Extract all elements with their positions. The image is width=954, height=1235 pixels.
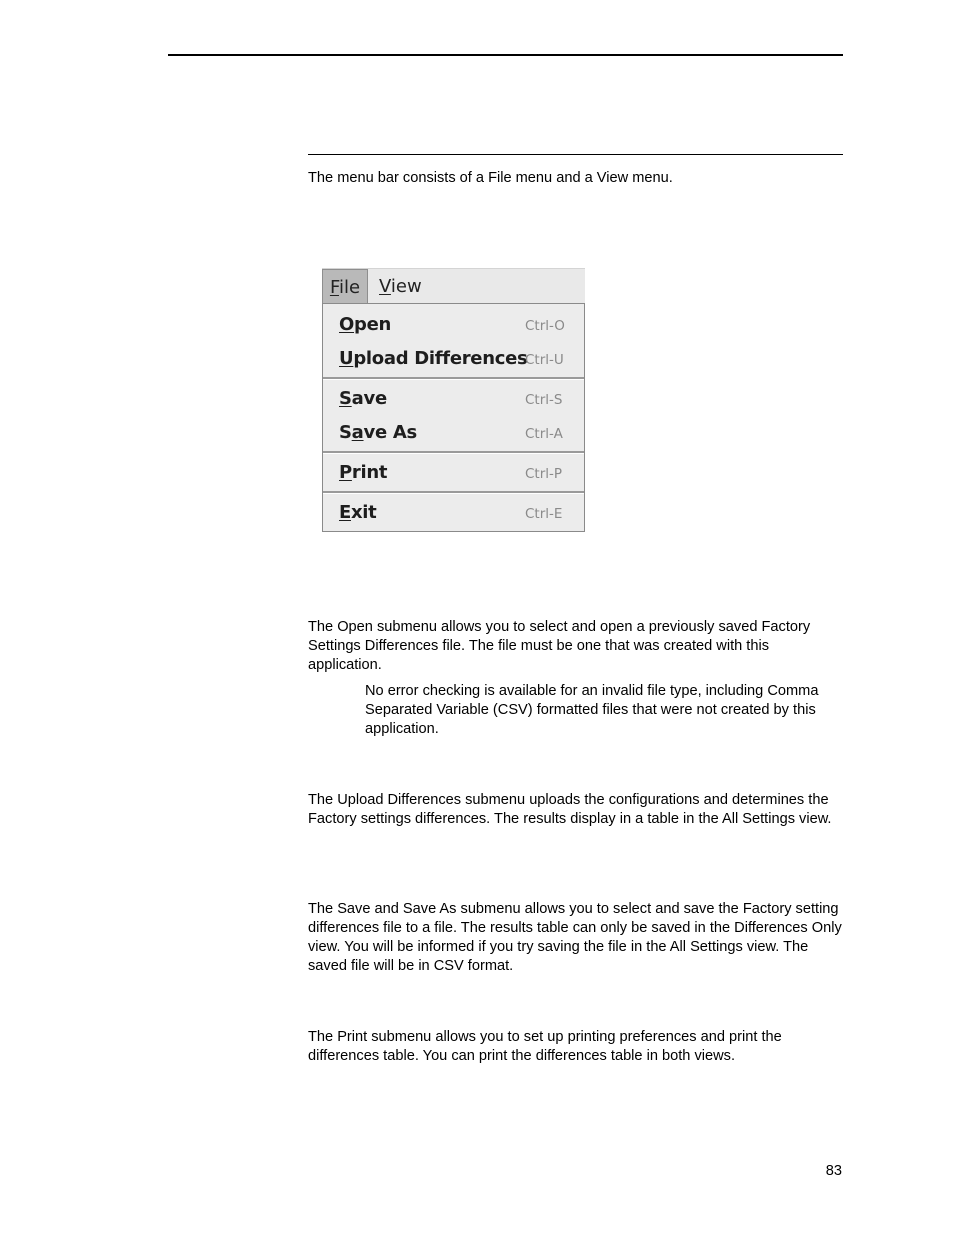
menu-item-label: Exit bbox=[339, 502, 377, 523]
header-rule bbox=[168, 54, 843, 56]
menu-item-shortcut: Ctrl-E bbox=[525, 506, 563, 522]
page-number: 83 bbox=[825, 1163, 842, 1179]
menu-item-shortcut: Ctrl-O bbox=[525, 318, 565, 334]
intro-paragraph: The menu bar consists of a File menu and a View menu. bbox=[308, 170, 673, 186]
open-paragraph: The Open submenu allows you to select and open a previously saved Factory Settings Differences file. The file must be one that was created with this application. bbox=[308, 619, 811, 673]
menu-item-label: Open bbox=[339, 314, 392, 335]
menu-item-label: Save bbox=[339, 388, 387, 409]
menu-item-save[interactable] bbox=[323, 383, 584, 417]
menu-item-open[interactable] bbox=[323, 309, 584, 343]
menu-file[interactable]: File bbox=[322, 269, 368, 304]
file-menu-dropdown bbox=[322, 303, 585, 532]
menu-item-upload-differences[interactable] bbox=[323, 343, 584, 377]
menu-item-label: Upload Differences bbox=[339, 348, 528, 369]
upload-paragraph: The Upload Differences submenu uploads the configurations and determines the Factory settings differences. The results display in a table in the All Settings view. bbox=[308, 792, 832, 827]
file-menu-screenshot bbox=[322, 268, 585, 532]
menu-view[interactable]: View bbox=[379, 276, 422, 297]
save-paragraph: The Save and Save As submenu allows you to select and save the Factory setting differences file to a file. The results table can only be saved in the Differences Only view. You will be informed if you try saving the file in the All Settings view. The saved file will be in CSV format. bbox=[308, 901, 842, 974]
menu-item-save-as[interactable] bbox=[323, 417, 584, 451]
menu-item-shortcut: Ctrl-A bbox=[525, 426, 563, 442]
menu-item-shortcut: Ctrl-U bbox=[525, 352, 564, 368]
menu-item-exit[interactable] bbox=[323, 497, 584, 531]
menu-bar bbox=[322, 268, 585, 305]
menu-item-print[interactable] bbox=[323, 457, 584, 491]
menu-separator bbox=[323, 491, 584, 493]
print-paragraph: The Print submenu allows you to set up printing preferences and print the differences table. You can print the differences table in both views. bbox=[308, 1029, 782, 1064]
note-paragraph: No error checking is available for an invalid file type, including Comma Separated Variable (CSV) formatted files that were not created by this application. bbox=[365, 683, 819, 737]
menu-item-label: Save As bbox=[339, 422, 417, 443]
menu-separator bbox=[323, 451, 584, 453]
menu-item-shortcut: Ctrl-P bbox=[525, 466, 563, 482]
menu-separator bbox=[323, 377, 584, 379]
section-rule bbox=[308, 154, 843, 155]
menu-item-label: Print bbox=[339, 462, 388, 483]
menu-item-shortcut: Ctrl-S bbox=[525, 392, 563, 408]
